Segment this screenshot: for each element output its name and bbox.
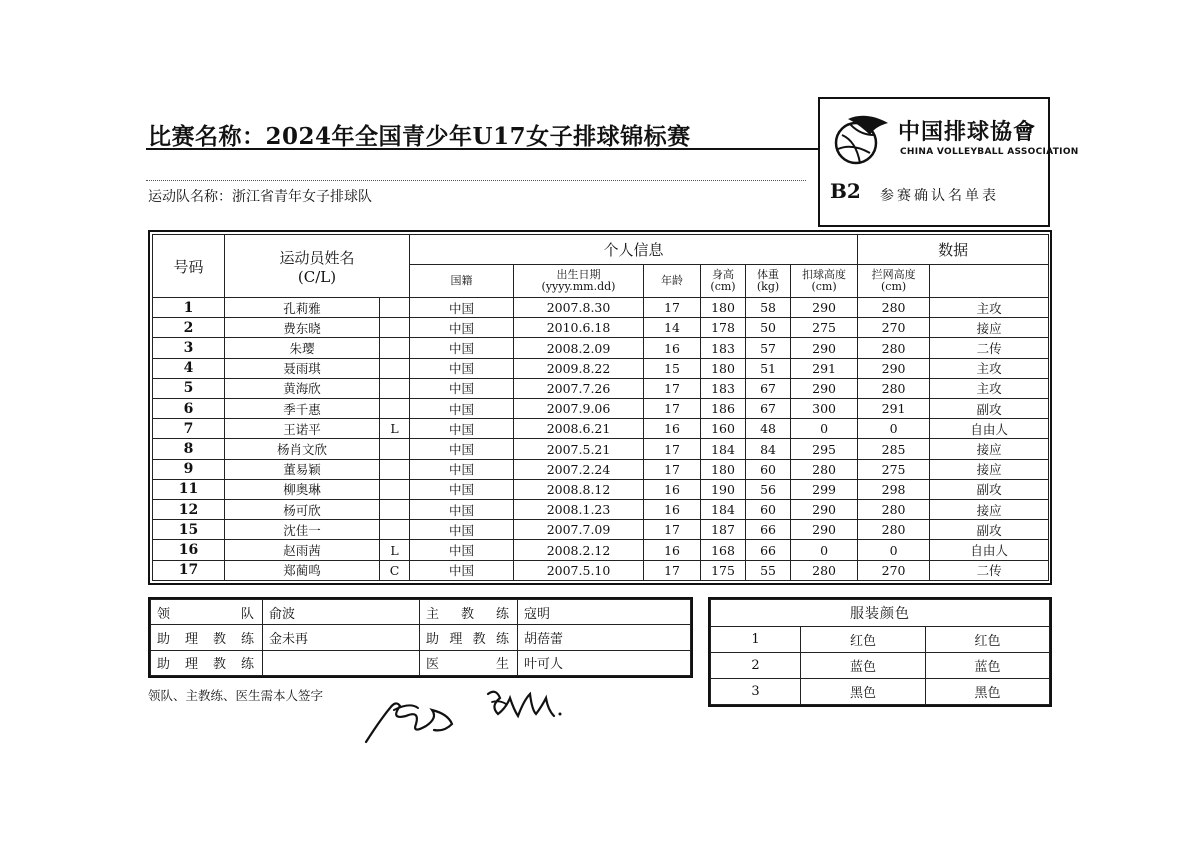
player-number: 1 bbox=[153, 298, 225, 318]
player-name: 季千惠 bbox=[225, 399, 380, 419]
assistant-coach-label: 助理教练 bbox=[151, 650, 263, 675]
uniform-set-number: 3 bbox=[711, 679, 801, 705]
player-position: 主攻 bbox=[930, 298, 1049, 318]
player-age: 17 bbox=[644, 399, 701, 419]
player-row bbox=[153, 500, 1049, 520]
uniform-set-number: 2 bbox=[711, 653, 801, 679]
player-weight: 58 bbox=[746, 298, 791, 318]
signature-head-coach bbox=[488, 692, 554, 716]
player-weight: 56 bbox=[746, 479, 791, 499]
roster-table bbox=[152, 234, 1049, 581]
player-row bbox=[153, 338, 1049, 358]
player-cl bbox=[380, 338, 410, 358]
player-dob: 2007.2.24 bbox=[514, 459, 644, 479]
header-number: 号码 bbox=[153, 235, 225, 298]
player-row bbox=[153, 358, 1049, 378]
player-number: 2 bbox=[153, 318, 225, 338]
player-cl: C bbox=[380, 560, 410, 580]
player-nationality: 中国 bbox=[410, 560, 514, 580]
player-spike: 300 bbox=[791, 399, 858, 419]
player-weight: 57 bbox=[746, 338, 791, 358]
player-weight: 55 bbox=[746, 560, 791, 580]
player-cl: L bbox=[380, 419, 410, 439]
player-block: 0 bbox=[858, 419, 930, 439]
player-position: 副攻 bbox=[930, 520, 1049, 540]
player-number: 11 bbox=[153, 479, 225, 499]
player-height: 168 bbox=[701, 540, 746, 560]
player-row bbox=[153, 439, 1049, 459]
association-name-cn: 中国排球協會 bbox=[898, 119, 1037, 145]
player-spike: 275 bbox=[791, 318, 858, 338]
player-dob: 2010.6.18 bbox=[514, 318, 644, 338]
player-weight: 84 bbox=[746, 439, 791, 459]
player-dob: 2007.5.21 bbox=[514, 439, 644, 459]
header-block-label: 拦网高度 bbox=[871, 268, 916, 281]
player-age: 17 bbox=[644, 378, 701, 398]
player-height: 180 bbox=[701, 459, 746, 479]
player-height: 180 bbox=[701, 298, 746, 318]
player-height: 186 bbox=[701, 399, 746, 419]
player-block: 270 bbox=[858, 560, 930, 580]
header-name-label: 运动员姓名 bbox=[279, 248, 355, 267]
player-block: 0 bbox=[858, 540, 930, 560]
uniform-color-a: 黑色 bbox=[801, 679, 926, 705]
player-nationality: 中国 bbox=[410, 298, 514, 318]
player-weight: 60 bbox=[746, 500, 791, 520]
player-block: 270 bbox=[858, 318, 930, 338]
player-row bbox=[153, 560, 1049, 580]
header-block-height bbox=[858, 265, 930, 298]
player-position: 主攻 bbox=[930, 358, 1049, 378]
player-cl bbox=[380, 298, 410, 318]
player-block: 298 bbox=[858, 479, 930, 499]
player-dob: 2008.8.12 bbox=[514, 479, 644, 499]
player-weight: 60 bbox=[746, 459, 791, 479]
player-height: 184 bbox=[701, 500, 746, 520]
assistant-coach-name: 金未再 bbox=[263, 625, 420, 650]
header-height bbox=[701, 265, 746, 298]
player-row bbox=[153, 399, 1049, 419]
player-position: 自由人 bbox=[930, 419, 1049, 439]
player-row bbox=[153, 298, 1049, 318]
header-height-unit: (cm) bbox=[710, 280, 736, 293]
header-age: 年龄 bbox=[644, 265, 701, 298]
player-height: 190 bbox=[701, 479, 746, 499]
uniform-color-table bbox=[710, 599, 1050, 705]
player-dob: 2008.2.12 bbox=[514, 540, 644, 560]
player-position: 接应 bbox=[930, 318, 1049, 338]
player-name: 孔莉雅 bbox=[225, 298, 380, 318]
player-number: 15 bbox=[153, 520, 225, 540]
uniform-table-frame bbox=[708, 597, 1052, 707]
player-name: 黄海欣 bbox=[225, 378, 380, 398]
player-block: 280 bbox=[858, 378, 930, 398]
player-dob: 2007.8.30 bbox=[514, 298, 644, 318]
header-dob-format: (yyyy.mm.dd) bbox=[541, 280, 616, 293]
player-nationality: 中国 bbox=[410, 500, 514, 520]
player-nationality: 中国 bbox=[410, 540, 514, 560]
player-weight: 67 bbox=[746, 399, 791, 419]
player-position: 副攻 bbox=[930, 399, 1049, 419]
player-weight: 67 bbox=[746, 378, 791, 398]
head-coach-name: 寇明 bbox=[518, 600, 691, 625]
player-cl bbox=[380, 500, 410, 520]
header-name-sub: (C/L) bbox=[297, 267, 337, 286]
player-weight: 48 bbox=[746, 419, 791, 439]
association-logo-box bbox=[818, 97, 1079, 227]
staff-table-frame bbox=[148, 597, 693, 678]
doctor-name: 叶可人 bbox=[518, 650, 691, 675]
player-position: 自由人 bbox=[930, 540, 1049, 560]
player-number: 7 bbox=[153, 419, 225, 439]
player-age: 16 bbox=[644, 419, 701, 439]
player-name: 杨肖文欣 bbox=[225, 439, 380, 459]
player-height: 183 bbox=[701, 338, 746, 358]
player-number: 3 bbox=[153, 338, 225, 358]
player-number: 8 bbox=[153, 439, 225, 459]
roster-table-frame bbox=[148, 230, 1052, 585]
player-nationality: 中国 bbox=[410, 439, 514, 459]
player-nationality: 中国 bbox=[410, 358, 514, 378]
player-nationality: 中国 bbox=[410, 419, 514, 439]
player-name: 朱璎 bbox=[225, 338, 380, 358]
volleyball-flag-icon bbox=[830, 113, 892, 169]
player-number: 5 bbox=[153, 378, 225, 398]
player-block: 285 bbox=[858, 439, 930, 459]
player-row bbox=[153, 459, 1049, 479]
signature-leader bbox=[366, 703, 452, 742]
player-row bbox=[153, 520, 1049, 540]
player-number: 4 bbox=[153, 358, 225, 378]
player-age: 16 bbox=[644, 338, 701, 358]
header-weight bbox=[746, 265, 791, 298]
player-age: 17 bbox=[644, 560, 701, 580]
signature-note: 领队、主教练、医生需本人签字 bbox=[148, 688, 324, 703]
player-name: 杨可欣 bbox=[225, 500, 380, 520]
player-spike: 295 bbox=[791, 439, 858, 459]
handwritten-signatures bbox=[360, 680, 580, 750]
player-position: 接应 bbox=[930, 500, 1049, 520]
player-dob: 2008.1.23 bbox=[514, 500, 644, 520]
player-nationality: 中国 bbox=[410, 318, 514, 338]
assistant-coach-name: 胡蓓蕾 bbox=[518, 625, 691, 650]
player-name: 沈佳一 bbox=[225, 520, 380, 540]
player-position: 主攻 bbox=[930, 378, 1049, 398]
player-weight: 50 bbox=[746, 318, 791, 338]
player-name: 柳奥琳 bbox=[225, 479, 380, 499]
player-spike: 291 bbox=[791, 358, 858, 378]
player-block: 280 bbox=[858, 500, 930, 520]
player-cl bbox=[380, 399, 410, 419]
player-nationality: 中国 bbox=[410, 459, 514, 479]
header-athlete-name bbox=[225, 235, 410, 298]
player-dob: 2008.6.21 bbox=[514, 419, 644, 439]
leader-name: 俞波 bbox=[263, 600, 420, 625]
player-height: 178 bbox=[701, 318, 746, 338]
player-age: 16 bbox=[644, 479, 701, 499]
form-code: B2 bbox=[830, 179, 861, 203]
head-coach-label: 主教练 bbox=[420, 600, 518, 625]
player-spike: 0 bbox=[791, 419, 858, 439]
player-block: 290 bbox=[858, 358, 930, 378]
header-height-label: 身高 bbox=[712, 268, 735, 281]
header-spike-label: 扣球高度 bbox=[802, 268, 847, 281]
uniform-color-b: 红色 bbox=[926, 627, 1050, 653]
player-name: 聂雨琪 bbox=[225, 358, 380, 378]
player-spike: 290 bbox=[791, 500, 858, 520]
player-nationality: 中国 bbox=[410, 378, 514, 398]
player-age: 15 bbox=[644, 358, 701, 378]
form-name: 参赛确认名单表 bbox=[880, 188, 999, 204]
player-spike: 290 bbox=[791, 298, 858, 318]
player-dob: 2007.7.26 bbox=[514, 378, 644, 398]
uniform-row bbox=[711, 627, 1050, 653]
player-name: 郑蔺鸣 bbox=[225, 560, 380, 580]
player-weight: 66 bbox=[746, 520, 791, 540]
header-dob-label: 出生日期 bbox=[556, 268, 601, 281]
association-name-en: CHINA VOLLEYBALL ASSOCIATION bbox=[900, 147, 1079, 157]
player-number: 6 bbox=[153, 399, 225, 419]
player-cl bbox=[380, 520, 410, 540]
player-cl bbox=[380, 358, 410, 378]
player-cl: L bbox=[380, 540, 410, 560]
header-stats: 数据 bbox=[858, 235, 1049, 265]
player-height: 187 bbox=[701, 520, 746, 540]
player-spike: 280 bbox=[791, 560, 858, 580]
player-position: 接应 bbox=[930, 459, 1049, 479]
player-dob: 2007.5.10 bbox=[514, 560, 644, 580]
player-dob: 2007.9.06 bbox=[514, 399, 644, 419]
player-spike: 280 bbox=[791, 459, 858, 479]
player-cl bbox=[380, 479, 410, 499]
header-spike-height bbox=[791, 265, 858, 298]
leader-label: 领队 bbox=[151, 600, 263, 625]
player-age: 17 bbox=[644, 520, 701, 540]
player-block: 280 bbox=[858, 298, 930, 318]
uniform-color-a: 蓝色 bbox=[801, 653, 926, 679]
dotted-divider bbox=[146, 180, 806, 181]
title-underline bbox=[146, 148, 818, 150]
player-row bbox=[153, 378, 1049, 398]
header-block-unit: (cm) bbox=[881, 280, 907, 293]
player-number: 12 bbox=[153, 500, 225, 520]
player-block: 280 bbox=[858, 520, 930, 540]
player-row bbox=[153, 479, 1049, 499]
player-weight: 66 bbox=[746, 540, 791, 560]
player-nationality: 中国 bbox=[410, 399, 514, 419]
player-dob: 2008.2.09 bbox=[514, 338, 644, 358]
header-nationality: 国籍 bbox=[410, 265, 514, 298]
player-position: 接应 bbox=[930, 439, 1049, 459]
player-name: 董易颖 bbox=[225, 459, 380, 479]
player-height: 184 bbox=[701, 439, 746, 459]
player-spike: 299 bbox=[791, 479, 858, 499]
player-nationality: 中国 bbox=[410, 520, 514, 540]
player-age: 17 bbox=[644, 298, 701, 318]
uniform-set-number: 1 bbox=[711, 627, 801, 653]
player-block: 275 bbox=[858, 459, 930, 479]
player-row bbox=[153, 419, 1049, 439]
player-position: 二传 bbox=[930, 560, 1049, 580]
header-dob bbox=[514, 265, 644, 298]
player-spike: 290 bbox=[791, 378, 858, 398]
player-number: 9 bbox=[153, 459, 225, 479]
header-weight-unit: (kg) bbox=[756, 280, 780, 293]
assistant-coach-label: 助理教练 bbox=[420, 625, 518, 650]
player-row bbox=[153, 318, 1049, 338]
player-number: 17 bbox=[153, 560, 225, 580]
player-dob: 2009.8.22 bbox=[514, 358, 644, 378]
uniform-color-a: 红色 bbox=[801, 627, 926, 653]
player-row bbox=[153, 540, 1049, 560]
player-age: 17 bbox=[644, 439, 701, 459]
player-age: 16 bbox=[644, 540, 701, 560]
player-name: 赵雨茜 bbox=[225, 540, 380, 560]
uniform-row bbox=[711, 653, 1050, 679]
player-cl bbox=[380, 439, 410, 459]
player-age: 16 bbox=[644, 500, 701, 520]
doctor-label: 医生 bbox=[420, 650, 518, 675]
uniform-row bbox=[711, 679, 1050, 705]
assistant-coach-label: 助理教练 bbox=[151, 625, 263, 650]
uniform-color-b: 黑色 bbox=[926, 679, 1050, 705]
player-position: 副攻 bbox=[930, 479, 1049, 499]
player-spike: 290 bbox=[791, 338, 858, 358]
player-block: 291 bbox=[858, 399, 930, 419]
header-spike-unit: (cm) bbox=[811, 280, 837, 293]
player-position: 二传 bbox=[930, 338, 1049, 358]
player-age: 14 bbox=[644, 318, 701, 338]
player-number: 16 bbox=[153, 540, 225, 560]
header-personal-info: 个人信息 bbox=[410, 235, 858, 265]
player-height: 180 bbox=[701, 358, 746, 378]
player-cl bbox=[380, 318, 410, 338]
player-nationality: 中国 bbox=[410, 338, 514, 358]
player-weight: 51 bbox=[746, 358, 791, 378]
header-weight-label: 体重 bbox=[757, 268, 780, 281]
player-name: 王诺平 bbox=[225, 419, 380, 439]
player-dob: 2007.7.09 bbox=[514, 520, 644, 540]
player-height: 160 bbox=[701, 419, 746, 439]
player-height: 175 bbox=[701, 560, 746, 580]
assistant-coach-name bbox=[263, 650, 420, 675]
team-name: 运动队名称：浙江省青年女子排球队 bbox=[148, 189, 372, 205]
player-cl bbox=[380, 378, 410, 398]
competition-title: 比赛名称：2024年全国青少年U17女子排球锦标赛 bbox=[148, 123, 691, 150]
uniform-color-b: 蓝色 bbox=[926, 653, 1050, 679]
uniform-title: 服装颜色 bbox=[711, 600, 1050, 627]
player-age: 17 bbox=[644, 459, 701, 479]
player-nationality: 中国 bbox=[410, 479, 514, 499]
player-cl bbox=[380, 459, 410, 479]
staff-table bbox=[150, 599, 691, 676]
player-height: 183 bbox=[701, 378, 746, 398]
player-block: 280 bbox=[858, 338, 930, 358]
player-name: 费东晓 bbox=[225, 318, 380, 338]
player-spike: 290 bbox=[791, 520, 858, 540]
player-spike: 0 bbox=[791, 540, 858, 560]
